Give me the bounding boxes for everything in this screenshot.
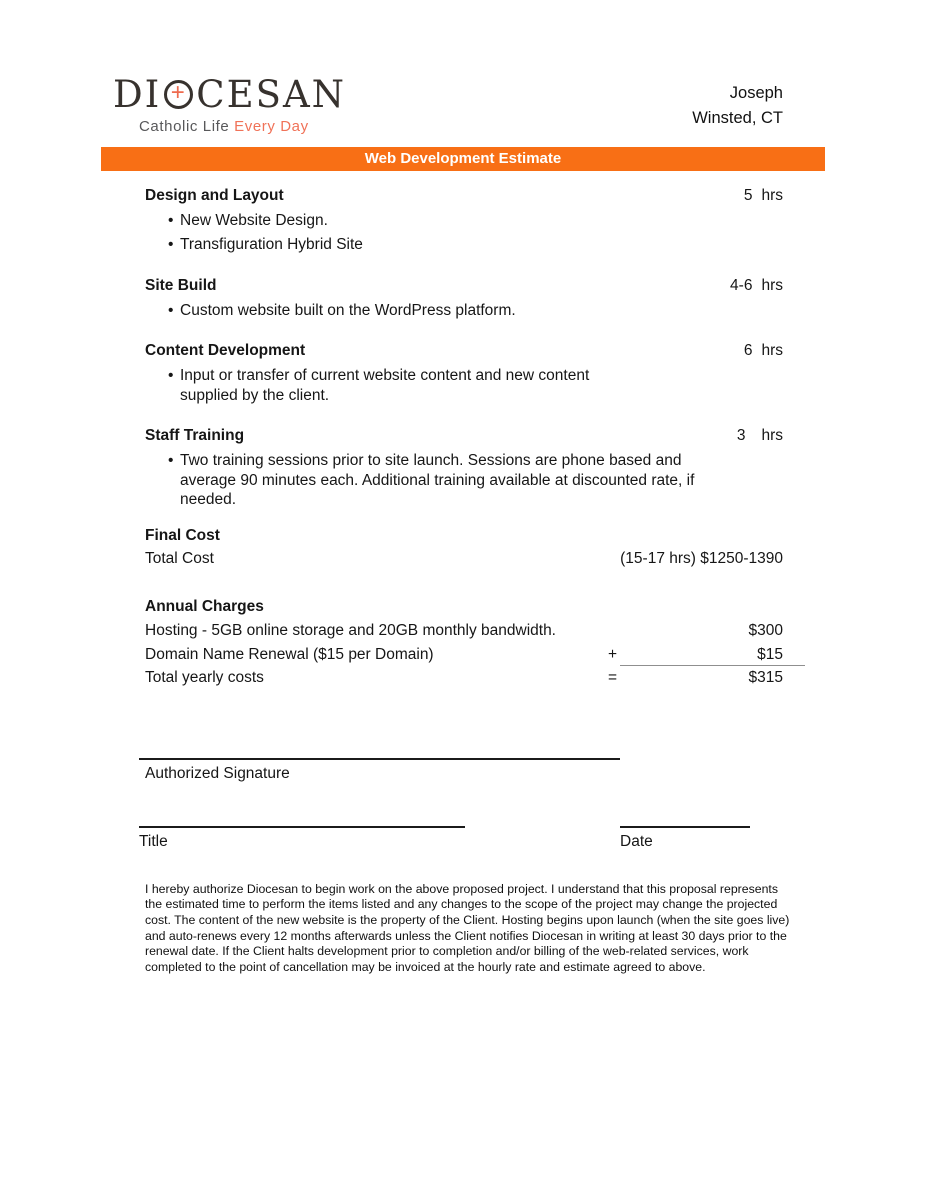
section-title: Annual Charges: [145, 598, 264, 615]
annual-charges-heading: [145, 597, 783, 617]
title-date-row: [139, 826, 783, 852]
section-title: Design and Layout: [145, 187, 284, 204]
section-title: Staff Training: [145, 427, 245, 444]
table-row-hosting: [145, 621, 783, 641]
section-staff-training: [145, 426, 783, 510]
title-banner: Web Development Estimate: [101, 147, 825, 171]
bullet-text: Transfiguration Hybrid Site: [180, 236, 363, 253]
hours-value: 3: [736, 427, 746, 444]
bullet-list: [145, 211, 783, 255]
section-heading: [145, 341, 783, 361]
section-heading: [145, 426, 783, 446]
charge-operator: +: [608, 645, 618, 663]
bullet-text: Custom website built on the WordPress platform.: [180, 301, 516, 319]
section-site-build: [145, 276, 783, 321]
bullet-icon: •: [168, 367, 174, 384]
title-label: Title: [139, 832, 168, 850]
bullet-icon: •: [168, 452, 174, 469]
tagline-accent: Every Day: [229, 118, 309, 135]
logo-text-end: CESAN: [196, 73, 347, 116]
section-heading: [145, 186, 783, 206]
list-item: [145, 235, 783, 255]
bullet-icon: •: [168, 301, 174, 319]
charge-operator: [608, 621, 620, 641]
total-cost-label: Total Cost: [145, 549, 214, 567]
client-contact-block: [692, 81, 783, 134]
hours-unit: hrs: [761, 342, 783, 359]
section-hours: [720, 276, 783, 296]
charge-operator: =: [608, 669, 618, 686]
date-line: [620, 826, 750, 828]
client-location: Winsted, CT: [692, 109, 783, 127]
total-cost-value: (15-17 hrs) $1250-1390: [620, 549, 783, 567]
charge-amount: $300: [748, 622, 783, 639]
charge-amount: $315: [748, 669, 783, 686]
cross-circle-icon: [164, 80, 193, 109]
cross-icon: +: [170, 79, 187, 106]
document-sheet: [101, 0, 825, 976]
section-hours: [720, 341, 783, 361]
bullet-icon: •: [168, 236, 174, 253]
bullet-list: [145, 301, 783, 321]
tagline-gray: Catholic Life: [139, 118, 230, 135]
section-hours: [713, 426, 783, 446]
document-body: [101, 186, 825, 976]
charge-label: Total yearly costs: [145, 669, 264, 686]
diocesan-logo: [113, 73, 347, 135]
bullet-list: [145, 451, 783, 510]
final-cost-heading: [145, 526, 783, 546]
list-item: [145, 301, 783, 321]
document-header: [101, 73, 825, 135]
bullet-list: [145, 366, 783, 405]
section-content-development: [145, 341, 783, 405]
hours-unit: hrs: [761, 427, 783, 444]
bullet-text: Input or transfer of current website content and new content supplied by the client.: [180, 367, 590, 404]
bullet-text: New Website Design.: [180, 212, 328, 229]
sum-divider-line: [620, 665, 805, 666]
authorized-signature-line: [139, 758, 620, 760]
section-heading: [145, 276, 783, 296]
logo-text-start: DI: [113, 73, 162, 116]
terms-paragraph: I hereby authorize Diocesan to begin work on the above proposed project. I understand that this proposal represents the estimated time to perform the items listed and any changes to the scope of the project may change the projected cost. The content of the new website is the property of the Client. Hosting begins upon launch (when the site goes live) and auto-renews every 12 months afterwards unless the Client notifies Diocesan in writing at least 30 days prior to the renewal date. If the Client halts development prior to completion and/or billing of the web-related services, work completed to the point of cancellation may be invoiced at the hourly rate and estimate agreed to above.: [145, 881, 790, 975]
list-item: [145, 366, 783, 405]
total-cost-row: [145, 549, 783, 569]
section-design-and-layout: [145, 186, 783, 255]
hours-value: 6: [743, 342, 753, 359]
section-title: Site Build: [145, 276, 217, 294]
section-title: Content Development: [145, 342, 306, 359]
charge-label: Hosting - 5GB online storage and 20GB monthly bandwidth.: [145, 622, 556, 639]
final-cost-section: [145, 526, 783, 569]
section-hours: [720, 186, 783, 206]
list-item: [145, 451, 783, 510]
table-row-total-yearly: [145, 668, 783, 688]
date-field: [620, 826, 750, 852]
hours-value: 5: [743, 187, 753, 204]
annual-charges-section: [145, 597, 783, 688]
title-line: [139, 826, 465, 828]
bullet-icon: •: [168, 212, 174, 229]
hours-unit: hrs: [761, 187, 783, 204]
charge-amount: $15: [757, 645, 783, 663]
logo-tagline: [139, 119, 346, 134]
client-name: Joseph: [729, 84, 783, 102]
title-field: [139, 826, 620, 852]
hours-value: 4-6: [730, 276, 753, 294]
hours-unit: hrs: [761, 276, 783, 294]
table-row-domain-renewal: [145, 645, 783, 665]
authorized-signature-label: Authorized Signature: [145, 764, 290, 782]
signature-section: [139, 758, 783, 852]
list-item: [145, 211, 783, 231]
charge-label: Domain Name Renewal ($15 per Domain): [145, 645, 434, 663]
logo-wordmark: [113, 73, 347, 116]
bullet-text: Two training sessions prior to site launch. Sessions are phone based and average 90 minutes each. Additional training available at discounted rate, if needed.: [180, 452, 695, 508]
section-title: Final Cost: [145, 526, 220, 544]
date-label: Date: [620, 832, 653, 850]
